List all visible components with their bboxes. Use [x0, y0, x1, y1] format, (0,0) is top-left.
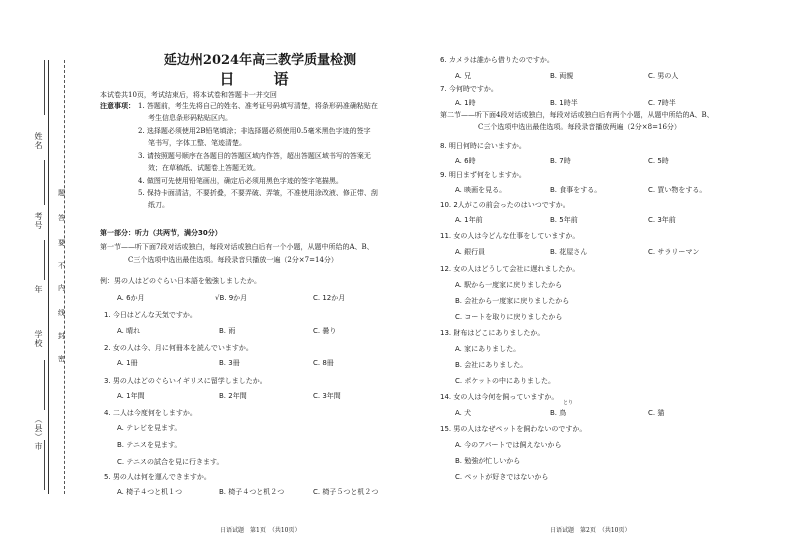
seal-char: 题	[58, 189, 65, 197]
note-line: 考生信息条形码粘贴区内。	[148, 114, 232, 122]
question-11: 11. 女の人は今どんな仕事をしていますか。	[440, 232, 580, 240]
question-10: 10. 2人がこの前会ったのはいつですか。	[440, 201, 570, 209]
option: C. テニスの試合を見に行きます。	[117, 458, 224, 466]
note-line: 1. 答题前，考生先将自己的姓名、准考证号码填写清楚，将条形码准确粘贴在	[138, 102, 378, 110]
option: C. 7時半	[648, 99, 676, 107]
section1-instruction: 第一节——听下面7段对话或独白，每段对话或独白后有一个小题，从题中所给的A、B、	[100, 243, 374, 251]
class-blank	[44, 240, 45, 280]
option: B. 1時半	[550, 99, 578, 107]
option: A. テレビを見ます。	[117, 424, 182, 432]
option: A. 映画を見る。	[455, 186, 507, 194]
option: B. 会社から一度家に戻りましたから	[455, 297, 570, 305]
option: A. 駅から一度家に戻りましたから	[455, 281, 563, 289]
option: C. 3年前	[648, 216, 676, 224]
option: C. 曇り	[313, 327, 337, 335]
seal-char: 线	[58, 309, 65, 317]
page-footer-right: 日语试题 第2页 （共10页）	[550, 527, 631, 534]
section1-instruction: C三个选项中选出最佳选项。每段录音只播放一遍（2分×7=14分）	[128, 256, 338, 264]
option: B. 鳥	[550, 409, 567, 417]
option: B. テニスを見ます。	[117, 441, 182, 449]
option: B. 会社にありました。	[455, 361, 528, 369]
name-blank	[44, 60, 45, 115]
note-line: 笔书写，字体工整、笔迹清楚。	[148, 139, 246, 147]
option: A. 今のアパートでは飼えないから	[455, 441, 562, 449]
question-2: 2. 女の人は今、月に何冊本を読んでいますか。	[104, 344, 253, 352]
exam-number-blank	[44, 160, 45, 205]
option: C. ポケットの中にありました。	[455, 377, 555, 385]
example-question: 例：男の人はどのぐらい日本語を勉強しましたか。	[100, 277, 261, 285]
question-3: 3. 男の人はどのぐらいイギリスに留学しましたか。	[104, 377, 267, 385]
option: B. 7時	[550, 157, 571, 165]
seal-dashed-line	[64, 60, 65, 494]
question-1: 1. 今日はどんな天気ですか。	[104, 311, 197, 319]
question-9: 9. 明日まず何をしますか。	[440, 171, 526, 179]
option: A. 晴れ	[117, 327, 141, 335]
option: B. 花屋さん	[550, 248, 588, 256]
option: B. 勉強が忙しいから	[455, 457, 521, 465]
example-option: A. 6か月	[117, 294, 145, 302]
city-blank	[44, 440, 45, 490]
note-line: 2. 选择题必须使用2B铅笔填涂；非选择题必须使用0.5毫米黑色字迹的签字	[138, 127, 371, 135]
option: A. 1年前	[455, 216, 483, 224]
option: C. 椅子５つと机２つ	[313, 488, 379, 496]
question-14: 14. 女の人は今何を飼っていますか。	[440, 393, 559, 401]
option: A. 犬	[455, 409, 472, 417]
binding-margin	[0, 0, 90, 554]
note-line: 4. 做图可先使用铅笔画出，确定后必须用黑色字迹的签字笔描黑。	[138, 177, 343, 185]
class-label: 年	[34, 285, 43, 294]
option: A. 1冊	[117, 359, 138, 367]
option: A. 銀行員	[455, 248, 486, 256]
option: C. 買い物をする。	[648, 186, 707, 194]
section2-instruction: 第二节——听下面4段对话或独白，每段对话或独白后有两个小题，从题中所给的A、B、	[440, 111, 714, 119]
option: C. 3年間	[313, 392, 341, 400]
exam-number-label: 考号	[34, 212, 43, 230]
seal-char: 要	[58, 239, 65, 247]
option: B. 両親	[550, 72, 574, 80]
name-label: 姓名	[34, 132, 43, 150]
exam-subject: 日 语	[219, 70, 301, 88]
option: A. 兄	[455, 72, 472, 80]
option: B. 雨	[219, 327, 236, 335]
note-line: 纸刀。	[148, 201, 169, 209]
option: B. 5年前	[550, 216, 578, 224]
question-13: 13. 財布はどこにありましたか。	[440, 329, 545, 337]
question-4: 4. 二人は今度何をしますか。	[104, 409, 197, 417]
question-6: 6. カメラは誰から借りたのですか。	[440, 56, 554, 64]
seal-char: 封	[58, 332, 65, 340]
school-label: 学校	[34, 330, 43, 348]
ruby-reading: とり	[563, 400, 574, 406]
page-footer-left: 日语试题 第1页 （共10页）	[220, 527, 301, 534]
option: A. 椅子４つと机１つ	[117, 488, 183, 496]
part1-heading: 第一部分：听力（共两节，满分30分）	[100, 229, 222, 237]
example-option: C. 12か月	[313, 294, 346, 302]
option: B. 食事をする。	[550, 186, 602, 194]
option: C. サラリーマン	[648, 248, 700, 256]
city-label: （县）市	[34, 415, 43, 451]
section2-instruction: C三个选项中选出最佳选项。每段录音播放两遍（2分×8=16分）	[478, 123, 681, 131]
note-line: 效；在草稿纸、试题卷上答题无效。	[148, 164, 260, 172]
question-7: 7. 今何時ですか。	[440, 85, 498, 93]
note-line: 5. 保持卡面清洁，不要折叠，不要弄破、弄皱，不准使用涂改液、修正带、刮	[138, 189, 378, 197]
option: A. 家にありました。	[455, 345, 521, 353]
seal-char: 内	[58, 284, 65, 292]
notes-label: 注意事项：	[100, 102, 135, 110]
school-blank	[44, 360, 45, 410]
question-5: 5. 男の人は何を運んできますか。	[104, 473, 211, 481]
option: C. コートを取りに戻りましたから	[455, 313, 563, 321]
option: C. ペットが好きではないから	[455, 473, 549, 481]
option: C. 男の人	[648, 72, 679, 80]
option: A. 6時	[455, 157, 476, 165]
option: B. 椅子４つと机２つ	[219, 488, 285, 496]
question-12: 12. 女の人はどうして会社に遅れましたか。	[440, 265, 580, 273]
option: C. 猫	[648, 409, 665, 417]
exam-title: 延边州2024年高三教学质量检测	[163, 53, 357, 68]
question-8: 8. 明日何時に会いますか。	[440, 142, 526, 150]
option: A. 1時	[455, 99, 476, 107]
option: A. 1年間	[117, 392, 145, 400]
note-line: 3. 请按照题号顺序在各题目的答题区域内作答，超出答题区域书写的答案无	[138, 152, 371, 160]
option: C. 5時	[648, 157, 669, 165]
option: C. 8冊	[313, 359, 334, 367]
intro-line: 本试卷共10页，考试结束后，将本试卷和答题卡一并交回	[100, 91, 277, 99]
binding-line	[48, 60, 49, 494]
seal-char: 答	[58, 214, 65, 222]
option: B. 2年間	[219, 392, 247, 400]
seal-char: 密	[58, 355, 65, 363]
example-option: √B. 9か月	[215, 294, 248, 302]
option: B. 3冊	[219, 359, 240, 367]
question-15: 15. 男の人はなぜペットを飼わないのですか。	[440, 425, 587, 433]
seal-char: 不	[58, 262, 65, 270]
